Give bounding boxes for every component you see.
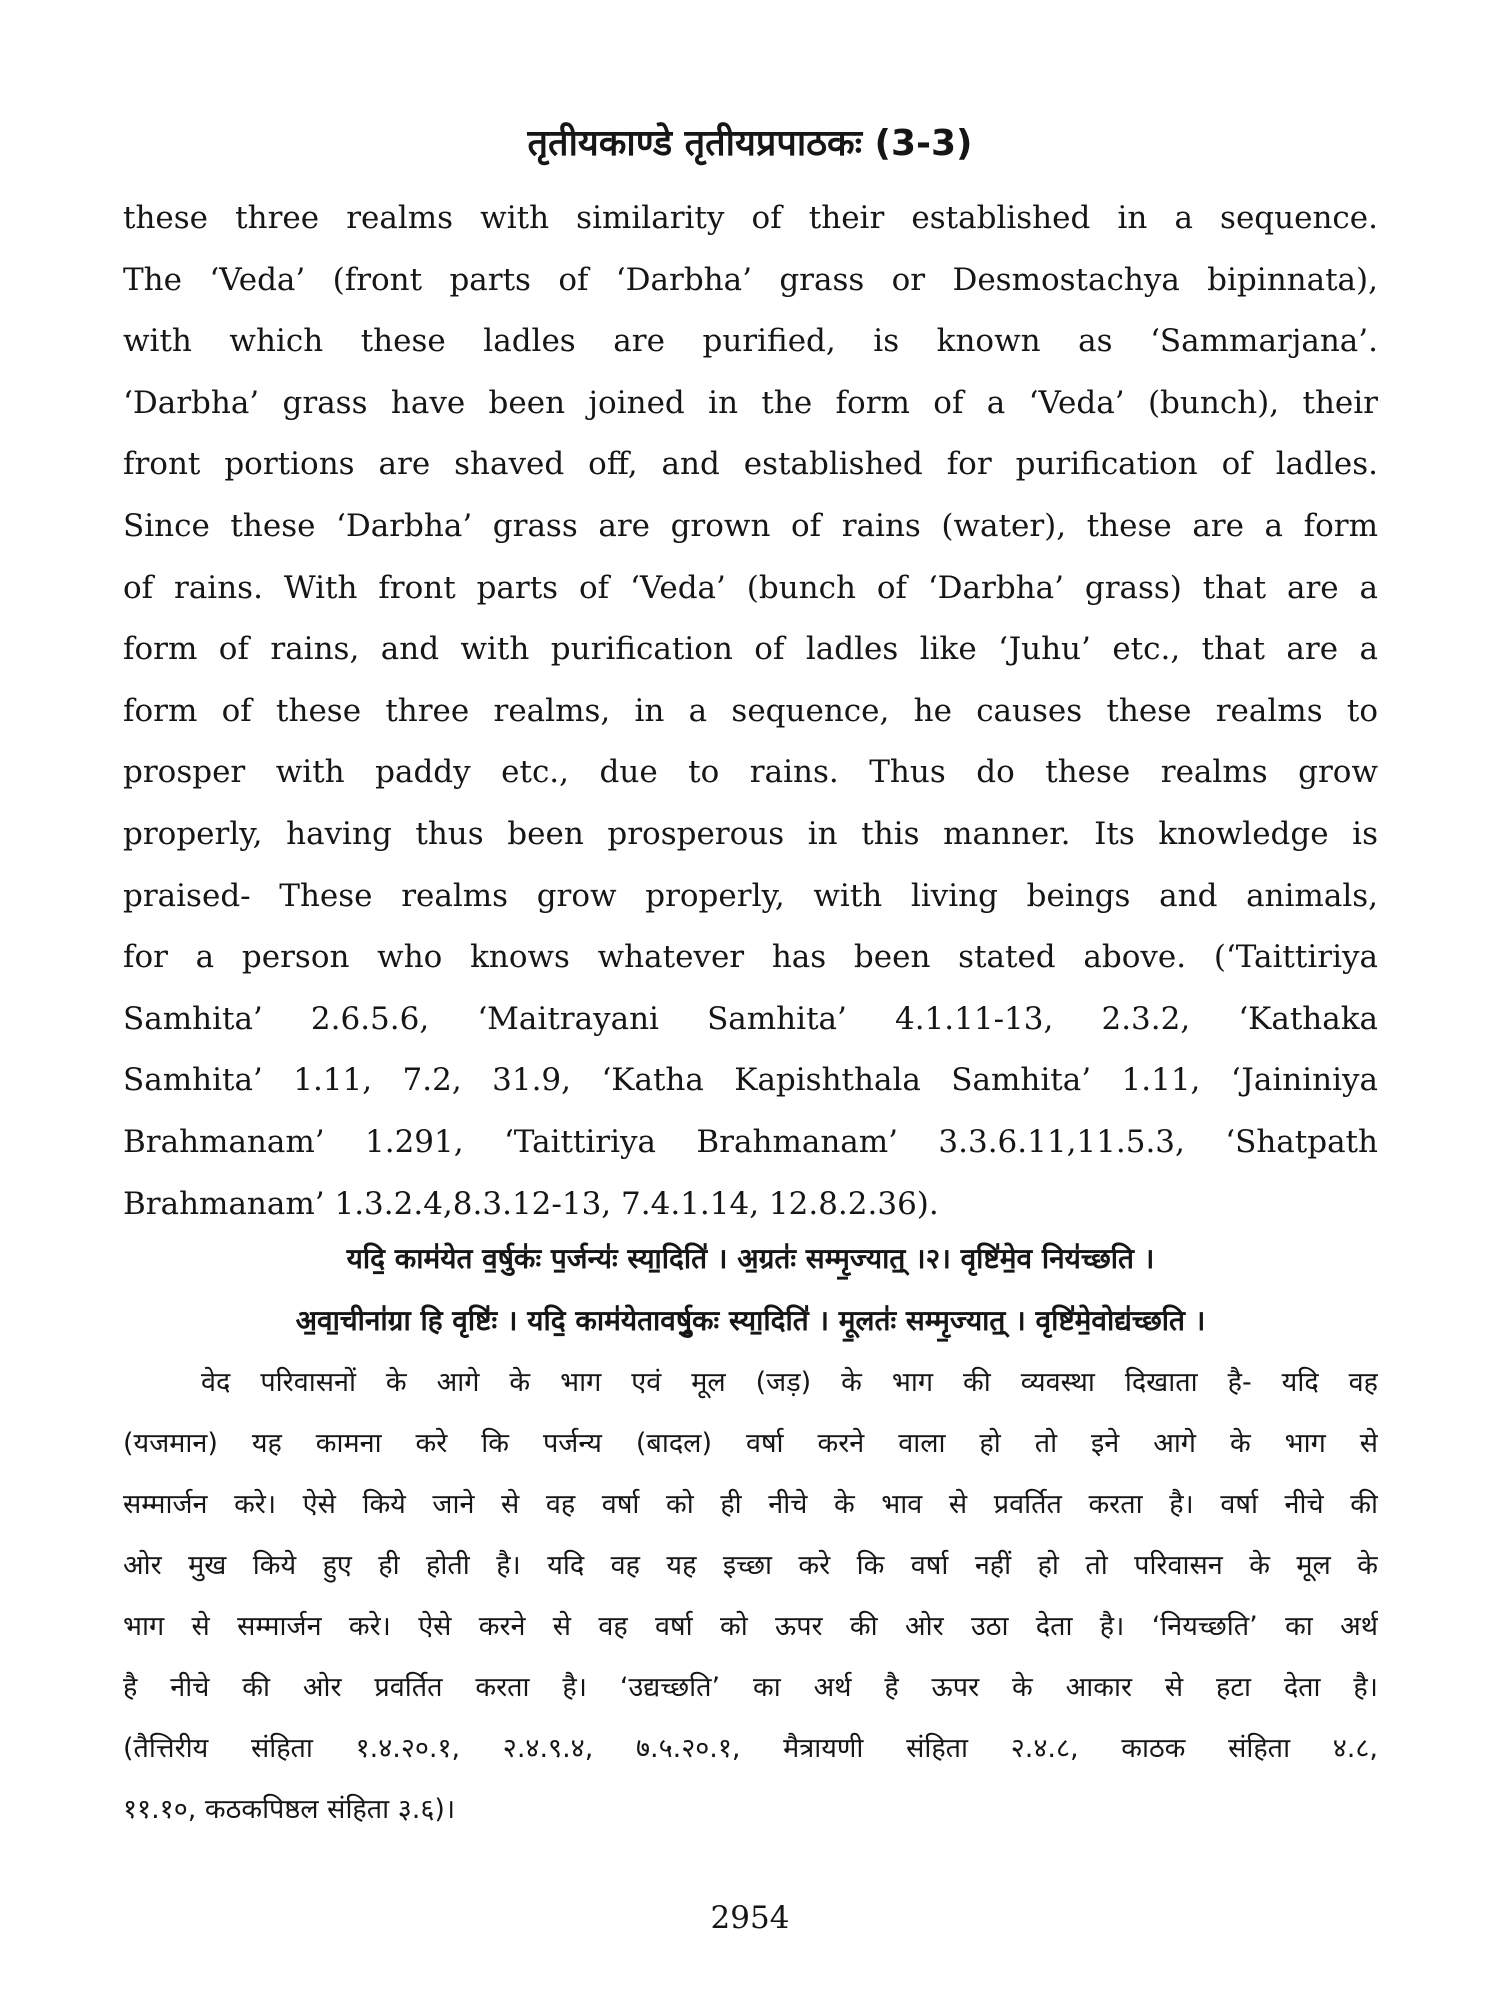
english-paragraph bbox=[123, 188, 1378, 1235]
text-line: prosper with paddy etc., due to rains. Thus do these realms grow bbox=[123, 754, 1378, 791]
text-line: सम्मार्जन करे। ऐसे किये जाने से वह वर्षा को ही नीचे के भाव से प्रवर्तित करता है। वर्षा नीचे की bbox=[123, 1489, 1378, 1520]
text-line: Brahmanam’ 1.291, ‘Taittiriya Brahmanam’ 3.3.6.11,11.5.3, ‘Shatpath bbox=[123, 1123, 1378, 1160]
text-line: (यजमान) यह कामना करे कि पर्जन्य (बादल) वर्षा करने वाला हो तो इने आगे के भाग से bbox=[123, 1428, 1378, 1459]
text-line: ‘Darbha’ grass have been joined in the form of a ‘Veda’ (bunch), their bbox=[123, 384, 1378, 421]
text-line: ११.१०, कठकपिष्ठल संहिता ३.६)। bbox=[123, 1794, 456, 1825]
text-line: Samhita’ 2.6.5.6, ‘Maitrayani Samhita’ 4.1.11-13, 2.3.2, ‘Kathaka bbox=[123, 1000, 1378, 1037]
text-line: of rains. With front parts of ‘Veda’ (bunch of ‘Darbha’ grass) that are a bbox=[123, 569, 1378, 606]
text-line: वेद परिवासनों के आगे के भाग एवं मूल (जड़) के भाग की व्यवस्था दिखाता है- यदि वह bbox=[201, 1367, 1378, 1398]
text-line: ओर मुख किये हुए ही होती है। यदि वह यह इच्छा करे कि वर्षा नहीं हो तो परिवासन के मूल के bbox=[123, 1550, 1378, 1581]
page-number: 2954 bbox=[710, 1900, 790, 1936]
text-line: The ‘Veda’ (front parts of ‘Darbha’ grass or Desmostachya bipinnata), bbox=[123, 261, 1378, 298]
text-line: praised- These realms grow properly, with living beings and animals, bbox=[123, 877, 1378, 914]
text-line: Since these ‘Darbha’ grass are grown of rains (water), these are a form bbox=[123, 507, 1378, 544]
text-line: Brahmanam’ 1.3.2.4,8.3.12-13, 7.4.1.14, 12.8.2.36). bbox=[123, 1185, 939, 1222]
text-line: front portions are shaved off, and established for purification of ladles. bbox=[123, 446, 1378, 483]
text-line: properly, having thus been prosperous in this manner. Its knowledge is bbox=[123, 815, 1378, 852]
text-line: Samhita’ 1.11, 7.2, 31.9, ‘Katha Kapishthala Samhita’ 1.11, ‘Jaininiya bbox=[123, 1062, 1378, 1099]
text-line: भाग से सम्मार्जन करे। ऐसे करने से वह वर्षा को ऊपर की ओर उठा देता है। ‘नियच्छति’ का अर्थ bbox=[123, 1611, 1378, 1642]
verse-line: अ॒वा॒चीना॑ग्रा हि वृष्टिः॑ । यदि॒ काम॑येतावर्षु॒कः स्या॒दिति॑ । मू॒लतः॑ सम्मृ॒ज्यात्॒ । वृष्टि॑मे॒वोद्य॑च्छति । bbox=[295, 1304, 1206, 1337]
text-line: for a person who knows whatever has been stated above. (‘Taittiriya bbox=[123, 939, 1378, 976]
page-header: तृतीयकाण्डे तृतीयप्रपाठकः (3-3) bbox=[527, 123, 973, 164]
verse-line: यदि॒ काम॑येत व॒र्षुकः॑ प॒र्जन्यः॑ स्या॒दिति॑ । अ॒ग्रतः॑ सम्मृ॒ज्यात्॒ ।२। वृष्टि॑मे॒व निय॑च्छति । bbox=[346, 1242, 1155, 1275]
hindi-commentary bbox=[123, 1352, 1378, 1840]
text-line: with which these ladles are purified, is known as ‘Sammarjana’. bbox=[123, 323, 1378, 360]
text-line: these three realms with similarity of their established in a sequence. bbox=[123, 200, 1378, 236]
text-line: (तैत्तिरीय संहिता १.४.२०.१, २.४.९.४, ७.५.२०.१, मैत्रायणी संहिता २.४.८, काठक संहिता ४.८, bbox=[123, 1733, 1378, 1764]
text-line: form of these three realms, in a sequence, he causes these realms to bbox=[123, 692, 1378, 729]
text-line: form of rains, and with purification of ladles like ‘Juhu’ etc., that are a bbox=[123, 631, 1378, 668]
sanskrit-verse bbox=[123, 1228, 1378, 1352]
text-line: है नीचे की ओर प्रवर्तित करता है। ‘उद्यच्छति’ का अर्थ है ऊपर के आकार से हटा देता है। bbox=[123, 1672, 1378, 1703]
